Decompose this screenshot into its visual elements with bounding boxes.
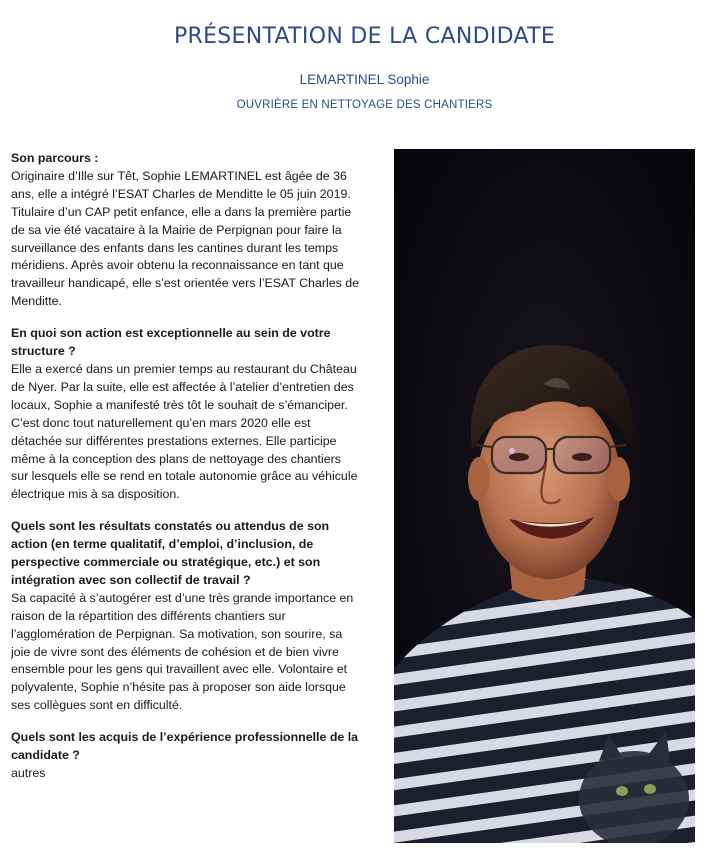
section-answer: Elle a exercé dans un premier temps au restaurant du Château de Nyer. Par la suite, elle est affectée à l’atelier d’entretien des locaux, Sophie a manifesté très tôt le souhait de s’émanciper. C’est donc tout naturellement qu’en mars 2020 elle est détachée sur différentes prestations externes. Elle participe même à la conception des plans de nettoyage des chantiers sur lesquels elle se rend en totale autonomie grâce au véhicule électrique mis à sa disposition.: [11, 361, 358, 502]
section-question: Son parcours :: [11, 151, 99, 165]
section-exceptional-action: [11, 325, 361, 504]
presentation-content: [11, 150, 361, 797]
section-experience: [11, 729, 361, 783]
section-answer: autres: [11, 766, 46, 780]
section-question: En quoi son action est exceptionnelle au sein de votre structure ?: [11, 326, 331, 359]
page-title: PRÉSENTATION DE LA CANDIDATE: [173, 24, 556, 49]
section-answer: Originaire d’Ille sur Têt, Sophie LEMARTINEL est âgée de 36 ans, elle a intégré l’ESAT Charles de Menditte le 05 juin 2019. Titulaire d’un CAP petit enfance, elle a dans la première partie de sa vie été vacataire à la Mairie de Perpignan pour faire la surveillance des enfants dans les cantines durant les temps méridiens. Après avoir obtenu la reconnaissance en tant que travailleur handicapé, elle s’est orientée vers l’ESAT Charles de Menditte.: [11, 168, 360, 309]
section-question: Quels sont les acquis de l’expérience professionnelle de la candidate ?: [11, 730, 359, 763]
candidate-photo: [394, 149, 695, 843]
portrait-illustration: [394, 149, 695, 843]
section-parcours: [11, 150, 361, 311]
candidate-name: LEMARTINEL Sophie: [299, 72, 430, 87]
candidate-role: OUVRIÈRE EN NETTOYAGE DES CHANTIERS: [236, 99, 493, 111]
section-answer: Sa capacité à s’autogérer est d’une très grande importance en raison de la répartition des différents chantiers sur l’agglomération de Perpignan. Sa motivation, son sourire, sa joie de vivre sont des éléments de cohésion et de bien vivre ensemble pour les gens qui travaillent avec elle. Volontaire et polyvalente, Sophie n’hésite pas à proposer son aide lorsque ses collègues sont en difficulté.: [11, 590, 354, 713]
section-results: [11, 518, 361, 715]
section-question: Quels sont les résultats constatés ou attendus de son action (en terme qualitatif, d’emploi, d’inclusion, de perspective commerciale ou stratégique, etc.) et son intégration avec son collectif de travail ?: [11, 519, 330, 587]
